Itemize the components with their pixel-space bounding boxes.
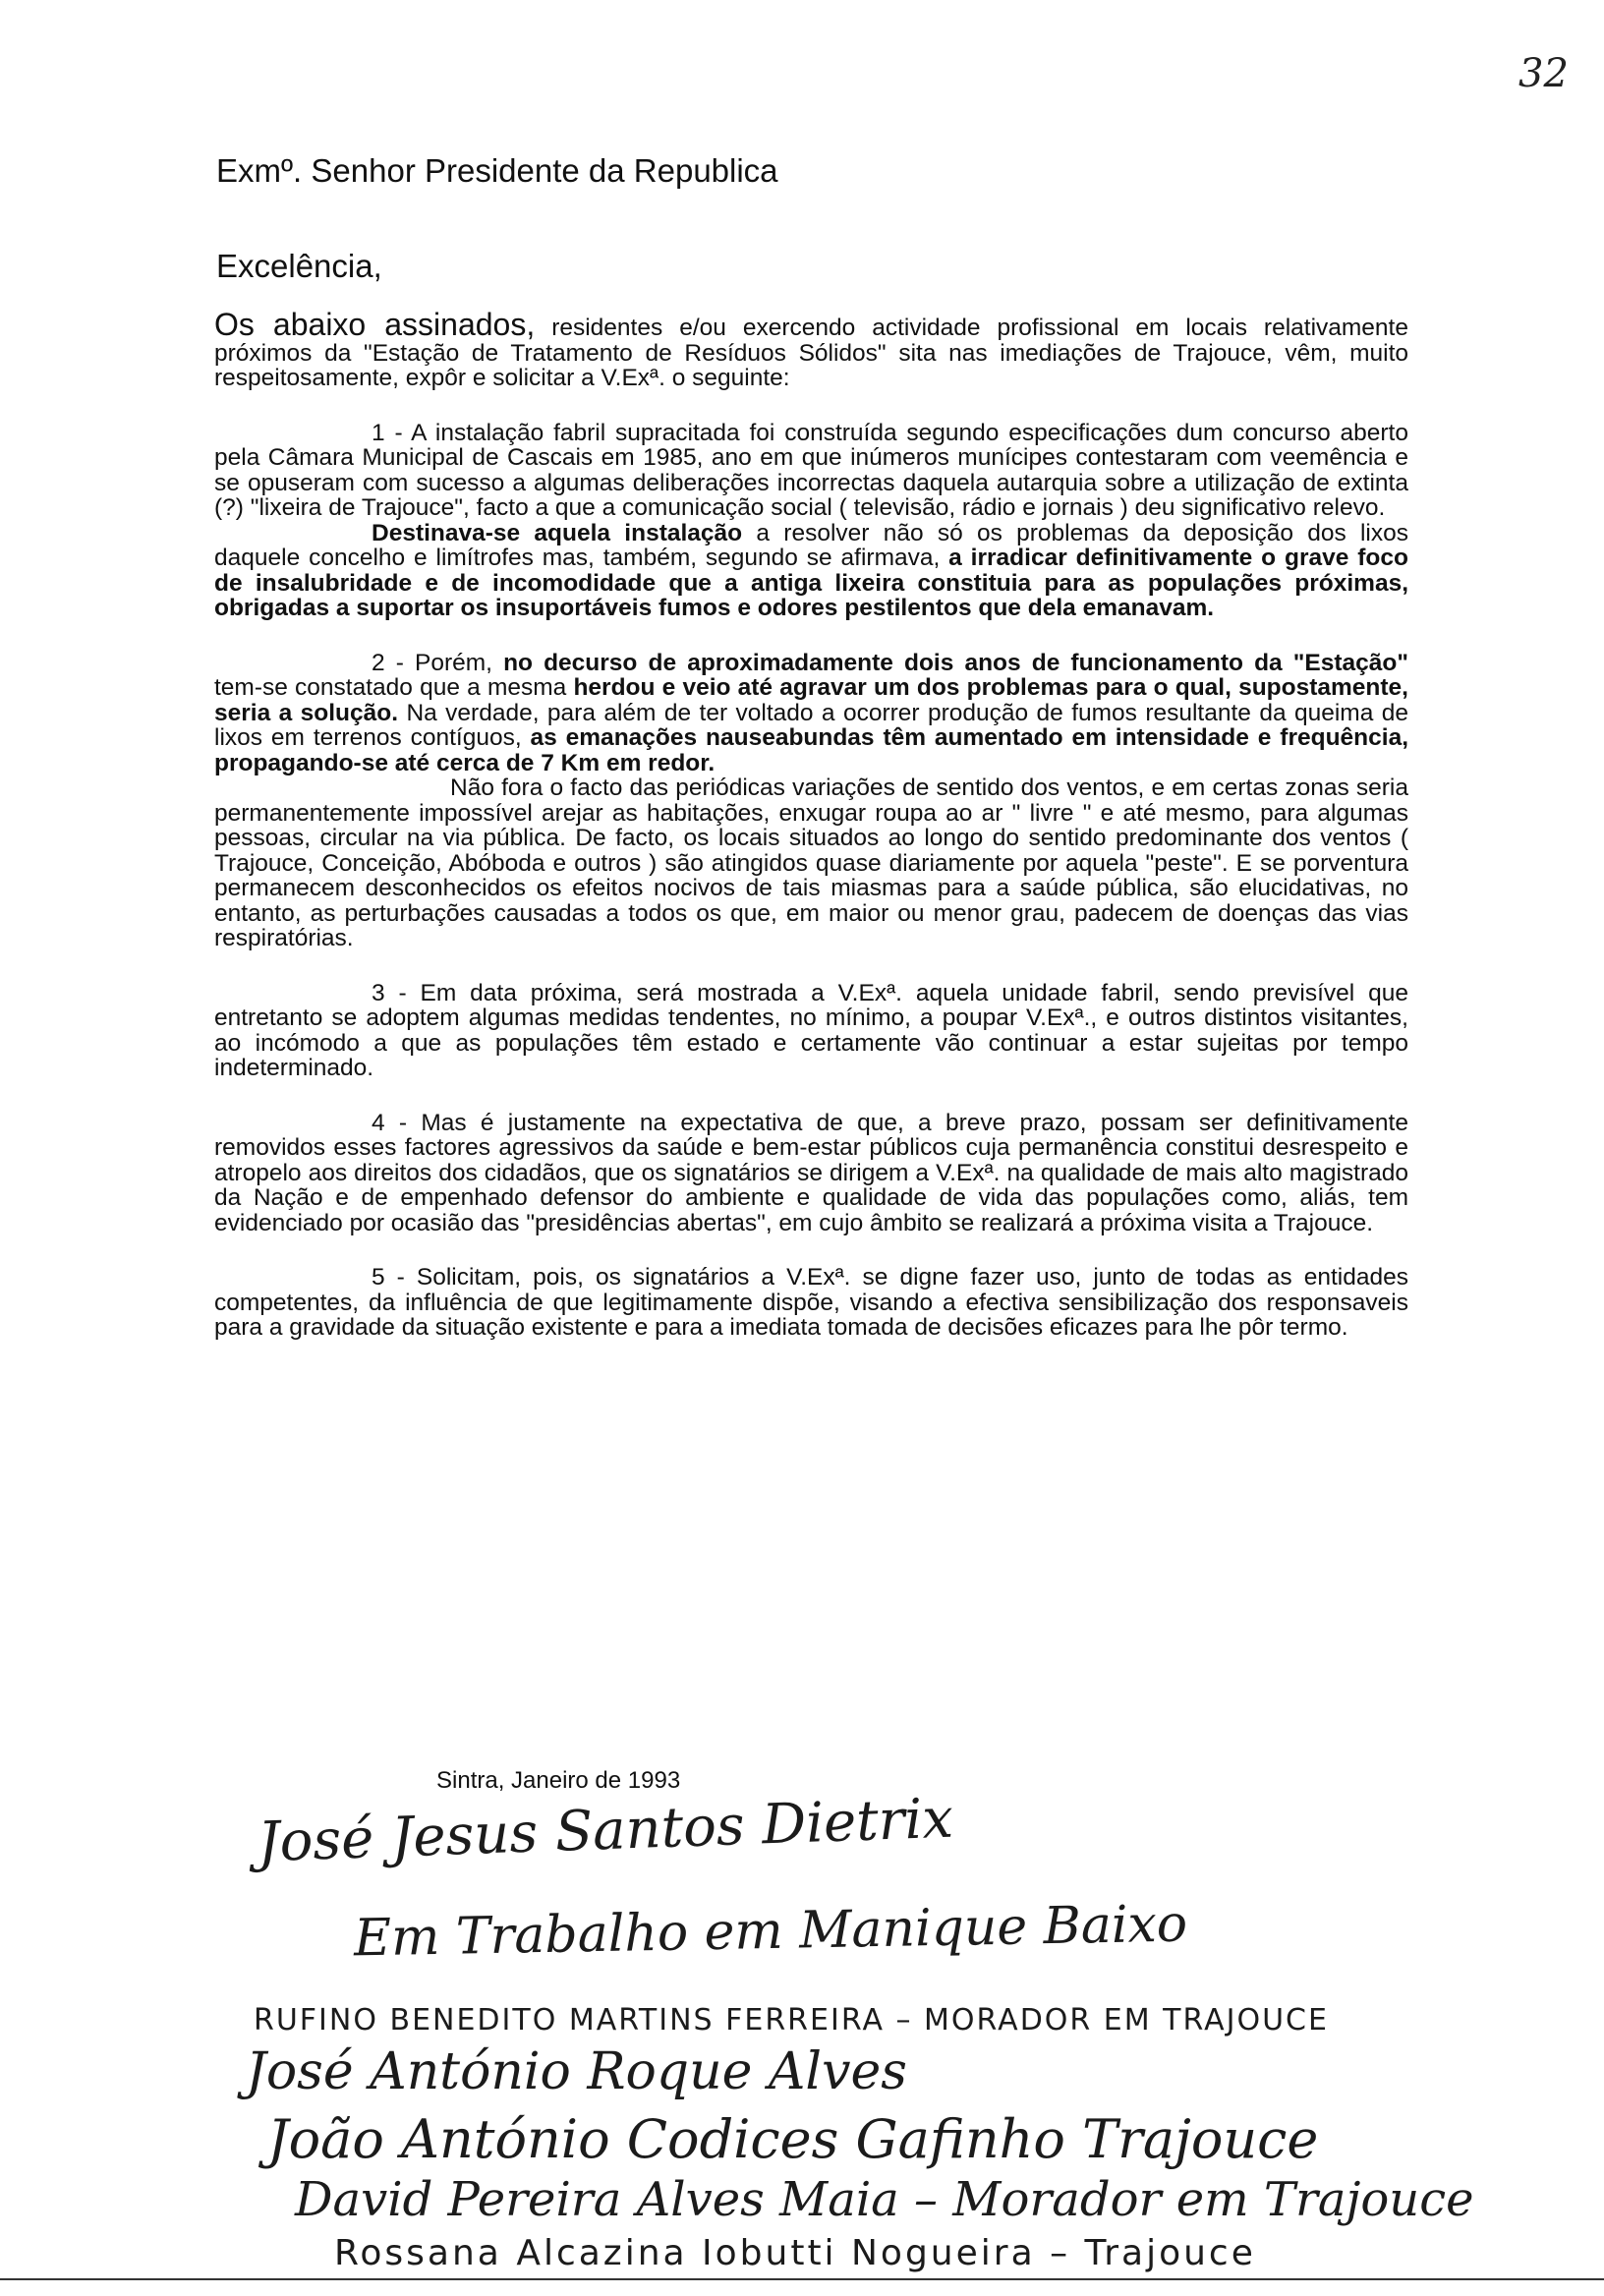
paragraph-4 — [214, 1111, 1408, 1236]
paragraph-2-sub: Não fora o facto das periódicas variações de sentido dos ventos, e em certas zonas seria permanentemente impossível arejar as habitações, enxugar roupa ao ar " livre " e até mesmo, para algumas pessoas, circular na via pública. De facto, os locais situados ao longo do sentido predominante dos ventos ( Trajouce, Conceição, Abóboda e outros ) são atingidos quase diariamente por aquela "peste". E se porventura permanecem desconhecidos os efeitos nocivos de tais miasmas para a saúde pública, são elucidativas, no entanto, as perturbações causadas a todos os que, em maior ou menor grau, padecem de doenças das vias respiratórias. — [214, 775, 1408, 951]
paragraph-2-bold-1: no decurso de aproximadamente dois anos de funcionamento da "Estação" — [503, 649, 1408, 676]
signature-4: José António Roque Alves — [246, 2042, 907, 2101]
paragraph-5-text: 5 - Solicitam, pois, os signatários a V.Exª. se digne fazer uso, junto de todas as entidades competentes, da influência de que legitimamente dispõe, visando a efectiva sensibilização dos responsaveis para a gravidade da situação existente e para a imediata tomada de decisões eficazes para lhe pôr termo. — [214, 1264, 1408, 1341]
paragraph-1-text: 1 - A instalação fabril supracitada foi construída segundo especificações dum concurso aberto pela Câmara Municipal de Cascais em 1985, ano em que inúmeros munícipes contestaram com veemência e se opuseram com sucesso a algumas deliberações incorrectas daquela autarquia sobre a utilização de extinta (?) "lixeira de Trajouce", facto a que a comunicação social ( televisão, rádio e jornais ) deu significativo relevo. — [214, 419, 1408, 521]
signature-6: David Pereira Alves Maia – Morador em Trajouce — [295, 2172, 1474, 2227]
letter-body — [214, 307, 1408, 1370]
paragraph-3 — [214, 981, 1408, 1081]
paragraph-3-text: 3 - Em data próxima, será mostrada a V.Exª. aquela unidade fabril, sendo previsível que entretanto se adoptem algumas medidas tendentes, no mínimo, a poupar V.Exª., e outros distintos visitantes, ao incómodo a que as populações têm estado e certamente vão continuar a estar sujeitas por tempo indeterminado. — [214, 979, 1408, 1081]
signature-2: Em Trabalho em Manique Baixo — [353, 1894, 1188, 1969]
paragraph-2-bold-2: herdou e veio até agravar um dos problemas para o qual, supostamente, seria a solução. — [214, 674, 1408, 726]
page-number: 32 — [1518, 51, 1569, 96]
signature-1: José Jesus Santos Dietrix — [257, 1786, 954, 1875]
place-date: Sintra, Janeiro de 1993 — [436, 1767, 681, 1794]
paragraph-2-text-2: tem-se constatado que a mesma — [214, 674, 574, 701]
paragraph-1-bold-2: a irradicar definitivamente o grave foco de insalubridade e de incomodidade que a antiga lixeira constituia para as populações próximas, obrigadas a suportar os insuportáveis fumos e odores pestilentos que dela emanavam. — [214, 545, 1408, 621]
paragraph-1-bold-1: Destinava-se aquela instalação — [372, 519, 743, 546]
paragraph-2-bold-3: as emanações nauseabundas têm aumentado em intensidade e frequência, propagando-se até cerca de 7 Km em redor. — [214, 724, 1408, 776]
intro-lead: Os abaixo assinados, — [214, 307, 536, 342]
intro-rest: residentes e/ou exercendo actividade profissional em locais relativamente próximos da "Estação de Tratamento de Resíduos Sólidos" sita nas imediações de Trajouce, vêm, muito respeitosamente, expôr e solicitar a V.Exª. o seguinte: — [214, 315, 1408, 391]
signature-5: João António Codices Gafinho Trajouce — [267, 2108, 1319, 2170]
paragraph-2-text-1: 2 - Porém, — [372, 649, 504, 676]
paragraph-2-text-3: Na verdade, para além de ter voltado a ocorrer produção de fumos resultante da queima de lixos em terrenos contíguos, — [214, 699, 1408, 751]
bottom-scan-edge — [0, 2278, 1604, 2280]
signature-7: Rossana Alcazina Iobutti Nogueira – Trajouce — [334, 2233, 1256, 2273]
salutation: Exmº. Senhor Presidente da Republica — [216, 152, 778, 189]
paragraph-4-text: 4 - Mas é justamente na expectativa de que, a breve prazo, possam ser definitivamente removidos esses factores agressivos da saúde e bem-estar públicos cuja permanência constitui desrespeito e atropelo aos direitos dos cidadãos, que os signatários se dirigem a V.Exª. na qualidade de mais alto magistrado da Nação e de empenhado defensor do ambiente e qualidade de vida das populações como, aliás, tem evidenciado por ocasião das "presidências abertas", em cujo âmbito se realizará a próxima visita a Trajouce. — [214, 1109, 1408, 1236]
signature-3: RUFINO BENEDITO MARTINS FERREIRA – MORADOR EM TRAJOUCE — [254, 2003, 1329, 2038]
intro-paragraph — [214, 307, 1408, 391]
greeting: Excelência, — [216, 248, 382, 284]
paragraph-1 — [214, 421, 1408, 621]
paragraph-2 — [214, 651, 1408, 951]
paragraph-5 — [214, 1265, 1408, 1341]
paragraph-1-text-2: a resolver não só os problemas da deposição dos lixos daquele concelho e limítrofes mas, também, segundo se afirmava, — [214, 519, 1408, 571]
